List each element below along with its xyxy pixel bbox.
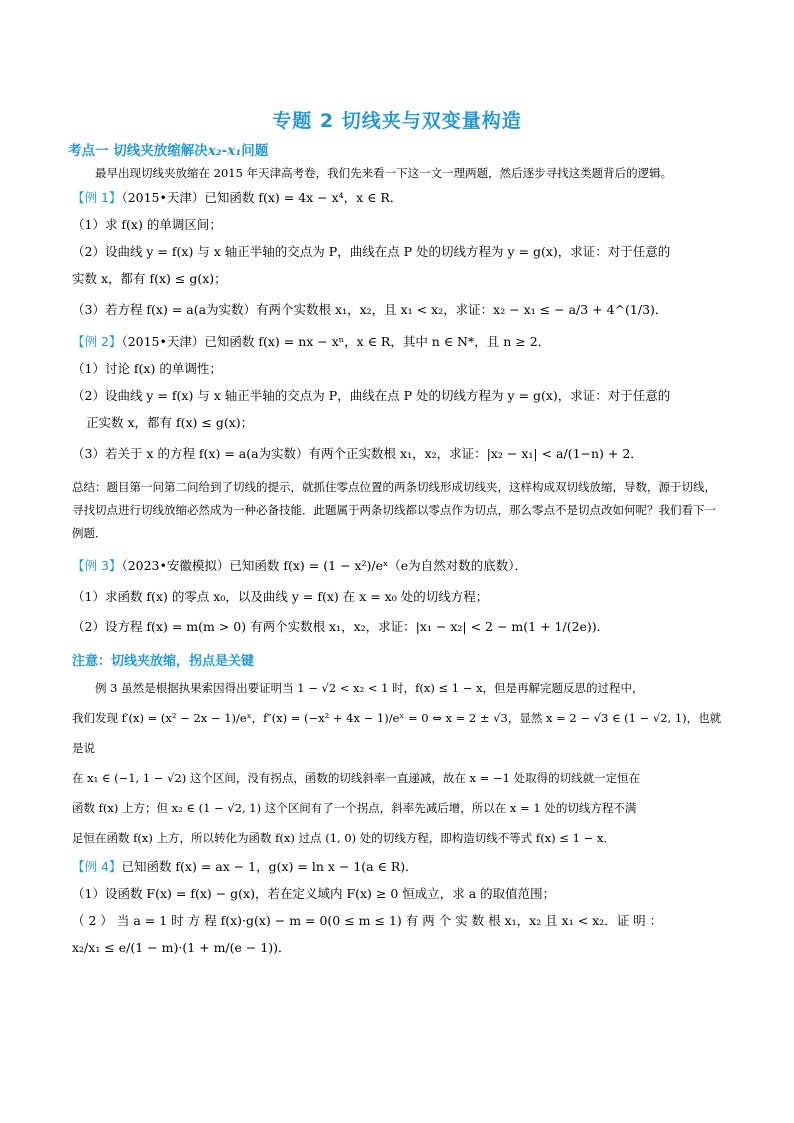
example-4-q1: （1）设函数 F(x) = f(x) − g(x)，若在定义域内 F(x) ≥ 0 恒成立，求 a 的取值范围；: [72, 886, 556, 901]
example-1-q2a: （2）设曲线 y = f(x) 与 x 轴正半轴的交点为 P，曲线在点 P 处的切线方程为 y = g(x)，求证：对于任意的: [72, 244, 671, 259]
document-page: [68, 100, 722, 961]
analysis-line-4: 函数 f(x) 上方；但 x₂ ∈ (1 − √2, 1) 这个区间有了一个拐点，斜率先减后增，所以在 x = 1 处的切线方程不满: [72, 801, 637, 815]
example-3-stem: [72, 549, 722, 583]
example-1-stem-text: （2015•天津）已知函数 f(x) = 4x − x⁴，x ∈ R．: [121, 190, 403, 205]
example-3-q2: （2）设方程 f(x) = m(m > 0) 有两个实数根 x₁，x₂，求证：|x₁ − x₂| < 2 − m(1 + 1/(2e))．: [72, 619, 610, 634]
note-heading: 注意：切线夹放缩，拐点是关键: [72, 654, 255, 669]
example-3-q1: （1）求函数 f(x) 的零点 x₀，以及曲线 y = f(x) 在 x = x₀ 处的切线方程；: [72, 589, 489, 604]
example-4-q2b: x₂/x₁ ≤ e/(1 − m)·(1 + m/(e − 1))．: [72, 940, 291, 955]
page-title: 专题 2 切线夹与双变量构造: [272, 110, 522, 132]
example-1-tag: 【例 1】: [72, 190, 122, 205]
example-4-stem: [72, 853, 722, 880]
example-3-tag: 【例 3】: [72, 558, 122, 573]
intro-paragraph: 最早出现切线夹放缩在 2015 年天津高考卷，我们先来看一下这一文一理两题，然后逐步寻找这类题背后的逻辑。: [95, 166, 673, 180]
example-2-q2a: （2）设曲线 y = f(x) 与 x 轴正半轴的交点为 P，曲线在点 P 处的切线方程为 y = g(x)，求证：对于任意的: [72, 388, 671, 403]
section-heading-prefix: 考点一 切线夹放缩解决: [68, 143, 208, 159]
example-1-q1: （1）求 f(x) 的单调区间；: [72, 217, 222, 232]
example-1-q2b: 实数 x，都有 f(x) ≤ g(x)；: [72, 271, 227, 286]
example-4-q2a: （ 2 ） 当 a = 1 时 方 程 f(x)·g(x) − m = 0(0 ≤ m ≤ 1) 有 两 个 实 数 根 x₁，x₂ 且 x₁ < x₂．证 明 ：: [72, 913, 663, 928]
analysis-line-5: 足恒在函数 f(x) 上方，所以转化为函数 f(x) 过点 (1, 0) 处的切线方程，即构造切线不等式 f(x) ≤ 1 − x．: [72, 831, 615, 845]
analysis-line-2: 我们发现 f′(x) = (x² − 2x − 1)/eˣ，f″(x) = (−x² + 4x − 1)/eˣ = 0 ⇔ x = 2 ± √3，显然 x = 2 − √3 ∈ (1 − √2, 1)，也就是说: [72, 711, 722, 755]
example-2-tag: 【例 2】: [72, 334, 122, 349]
section-heading-suffix: 问题: [241, 143, 269, 159]
summary-paragraph: 总结：题目第一问第二问给到了切线的提示，就抓住零点位置的两条切线形成切线夹，这样构成双切线放缩，导数，源于切线，寻找切点进行切线放缩必然成为一种必备技能．此题属于两条切线都以零点作为切点，那么零点不是切点改如何呢？我们看下一例题．: [72, 480, 716, 540]
section-heading-var: x₂-x₁: [207, 143, 242, 159]
example-3-stem-text: （2023•安徽模拟）已知函数 f(x) = (1 − x²)/eˣ（e为自然对数的底数）．: [121, 558, 527, 573]
example-4-stem-text: 已知函数 f(x) = ax − 1，g(x) = ln x − 1(a ∈ R)．: [121, 859, 418, 874]
analysis-line-3: 在 x₁ ∈ (−1, 1 − √2) 这个区间，没有拐点，函数的切线斜率一直递减，故在 x = −1 处取得的切线就一定恒在: [72, 771, 641, 785]
example-2-q3: （3）若关于 x 的方程 f(x) = a(a为实数）有两个正实数根 x₁，x₂，求证：|x₂ − x₁| < a/(1−n) + 2．: [72, 446, 643, 461]
example-4-tag: 【例 4】: [72, 859, 122, 874]
example-2-q2b: 正实数 x，都有 f(x) ≤ g(x)；: [86, 415, 254, 430]
example-2-stem-text: （2015•天津）已知函数 f(x) = nx − xⁿ，x ∈ R，其中 n ∈ N*，且 n ≥ 2．: [121, 334, 551, 349]
section-heading: [68, 139, 722, 159]
analysis-line-1: 例 3 虽然是根据执果索因得出要证明当 1 − √2 < x₂ < 1 时，f(x) ≤ 1 − x，但是再解完题反思的过程中，: [95, 681, 644, 695]
example-1-q3: （3）若方程 f(x) = a(a为实数）有两个实数根 x₁，x₂，且 x₁ < x₂，求证：x₂ − x₁ ≤ − a/3 + 4^(1/3)．: [72, 302, 668, 317]
example-1-stem: [72, 184, 722, 211]
example-2-q1: （1）讨论 f(x) 的单调性；: [72, 361, 222, 376]
example-2-stem: [72, 328, 722, 355]
